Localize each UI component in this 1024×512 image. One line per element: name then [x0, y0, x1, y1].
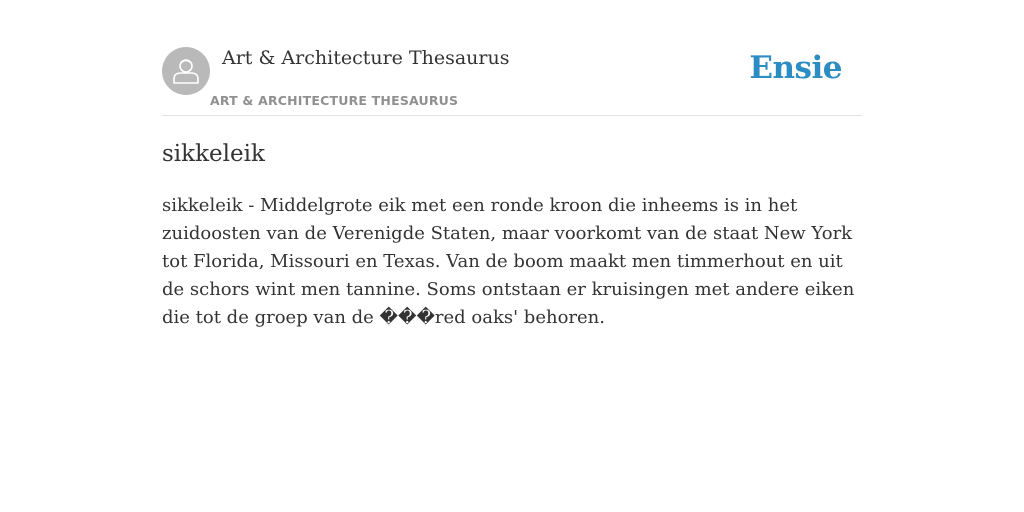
entry-header	[162, 0, 862, 116]
entry-title: sikkeleik	[162, 141, 265, 167]
entry-definition: sikkeleik - Middelgrote eik met een ronde kroon die inheems is in het zuidoosten van de Verenigde Staten, maar voorkomt van de staat New York tot Florida, Missouri en Texas. Van de boom maakt men timmerhout en uit de schors wint men tannine. Soms ontstaan er kruisingen met andere eiken die tot de groep van de ���red oaks' behoren.	[162, 195, 855, 328]
source-label[interactable]: ART & ARCHITECTURE THESAURUS	[210, 93, 459, 108]
ensie-logo[interactable]: Ensie	[749, 50, 842, 86]
author-name[interactable]: Art & Architecture Thesaurus	[222, 47, 510, 69]
user-icon	[162, 47, 210, 95]
content-container	[162, 0, 862, 328]
avatar[interactable]	[162, 47, 210, 95]
